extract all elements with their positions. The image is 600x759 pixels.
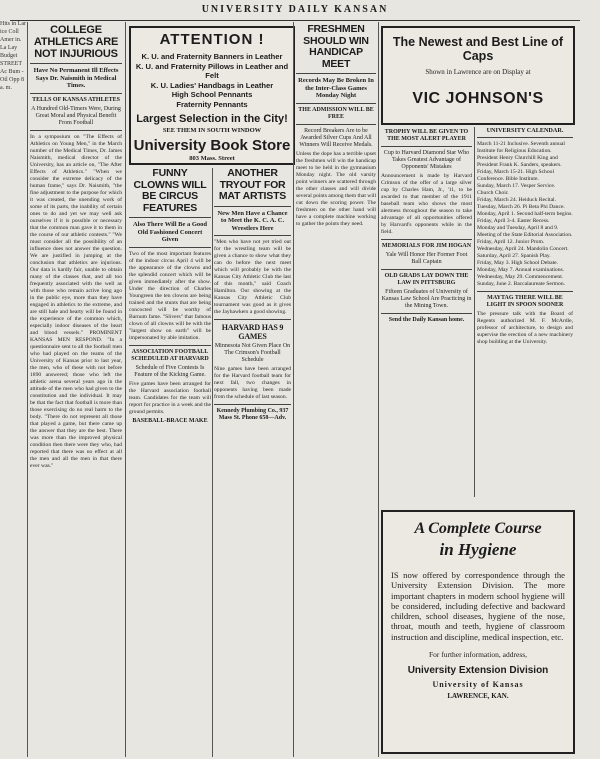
calendar-item: Friday, April 12. Junior Prom.: [477, 239, 545, 245]
freshmen-headline: FRESHMEN SHOULD WIN HANDICAP MEET: [303, 24, 369, 70]
freshmen-subhead-2: Record Breakers Are to be Awarded Silver Cups And All Winners Will Receive Medals.: [299, 127, 373, 148]
calendar-title: UNIVERSITY CALENDAR.: [486, 127, 564, 134]
divider: [214, 404, 291, 405]
freshmen-admission: THE ADMISSION WILL BE FREE: [298, 106, 374, 120]
athletics-headline: COLLEGE ATHLETICS ARE NOT INJURIOUS: [33, 24, 119, 60]
memorials-headline: MEMORIALS FOR JIM HOGAN: [381, 243, 472, 249]
column-rule: [378, 22, 379, 757]
column-tryout: [214, 168, 291, 757]
clowns-body: Two of the most important features of the indoor circus April 4 will be the appearance of the clowns and the splendid concert which will be given immediately after the show. Under the direction of Charles Youngreen the ten clowns are being trained and the stunts that are being concocted will be worthy of Barnum fame. "Slivers" that famous clown of all clowns will be with the "largest show on earth" will be impersonated by able imitation.: [129, 250, 211, 341]
divider: [381, 239, 472, 240]
kennedy-ad: Kennedy Plumbing Co., 937 Mass St. Phone 658—Adv.: [216, 408, 289, 421]
divider: [214, 235, 291, 236]
association-body: Five games have been arranged for the Harvard association football team. Candidates for the team will report for practice in a week and the ground permits.: [129, 380, 211, 415]
tryout-subhead: New Men Have a Chance to Meet the K. C. A. C. Wrestlers Here: [217, 209, 288, 232]
masthead-rule: [10, 20, 580, 21]
caps-ad: [381, 26, 575, 125]
attention-line: High School Pennants: [171, 90, 253, 99]
column-athletics: [30, 24, 122, 757]
column-rule: [212, 168, 213, 757]
column-rule: [474, 127, 475, 497]
divider: [296, 103, 376, 104]
divider: [381, 146, 472, 147]
athletics-body: In a symposium on "The Effects of Athletics on Young Men," in the March number of the Medical Times, Dr. James Naismith, medical director of the University, has an article on, "The After Effects of Athletics." "When we consider the extreme delicacy of the human frame," says Dr. Naismith, "the fine adjustment to the purpose for which it was created, the unending work of some of its parts, the inability of certain ones to do and yet we may well ask ourselves if it is possible or necessary that the common man gave it to them in the course of our athletic contests." "We must consider all the possibility of an influence does not answer the question. We are justified in jumping at the conclusion that athletics are injurious. Our data is hardly fair, unable to obtain many of the classes that, and all too frequently associated with the well as with those who remain active long ago in the public eye, more than they have engaged in athletics to the extreme, and are still hale and hearty will be found in the experience of the common which, especially indoor diseases of the heart and blood vessels." PROMINENT KANSAS MEN RESPOND. "In a questionnaire sent to all the football men who had played on the teams of the University of Kansas prior to last year, the men, who of these with not before 1890 answered; those who left the athletic arena several years ago in the attitude of the men who had given to the constitution and the individual. It may be that the fact that football is more than those exercising do no real harm to the body. "There do not represent all those that played a game, but there came up the answer that they are the best. There was more than the improved physical condition then there were they who, had reported that there was no effect at all the men and all the men in that there ever was.": [30, 133, 122, 469]
divider: [214, 206, 291, 207]
trophy-body: Announcement is made by Harvard Crimson of the offer of a large silver cup by Charles Ham, Jr., '11, to be awarded to that member of the 1911 baseball team who shows the most alertness throughout the season to take advantage of all opportunities offered by Harvard's opponents while in the field.: [381, 173, 472, 235]
attention-store: University Book Store: [133, 137, 291, 154]
tryout-body: "Men who have not yet tried out for the wrestling team will be given a chance to show what they can do before the next meet which will probably be with the Kansas City Athletic Club the last of this month," said Coach Hamilton. Our showing at the Kansas City Athletic Club tournament was good as it gives the Jayhawkers a good showing.: [214, 239, 291, 315]
baseball-headline: BASEBALL-BRACE MAKE: [132, 417, 208, 424]
calendar-item: Friday, May 3. High School Debate.: [477, 260, 559, 266]
edge-text: Hits in Lar ice Coll Amer in. La Lay Budget STREET Ac Bum -Otl Opp 8 a. m.: [0, 21, 26, 91]
calendar-item: Monday, April 1. Second half-term begins.: [477, 211, 573, 217]
athletics-subhead: Have No Permanent Ill Effects Says Dr. Naismith in Medical Times.: [33, 67, 119, 89]
divider: [30, 63, 122, 64]
divider: [381, 313, 472, 314]
divider: [477, 291, 573, 292]
column-rule: [125, 22, 126, 757]
attention-address: 803 Mass. Street: [189, 155, 235, 162]
calendar-item: Saturday, April 27. Spanish Play.: [477, 253, 551, 259]
calendar-item: Tuesday, March 26. Pi Beta Phi Dance.: [477, 204, 565, 210]
calendar-item: March 11-21 Inclusive. Seventh annual Institute for Religious Education. President Henry Churchill King and President Frank K. Sanders, speakers.: [477, 141, 565, 168]
column-clowns: [129, 168, 211, 757]
attention-ad: [129, 26, 295, 165]
course-line-2: in Hygiene: [439, 540, 517, 559]
kansan-home-ad: Send the Daily Kansan home.: [388, 317, 465, 323]
attention-tagline: Largest Selection in the City!: [136, 113, 288, 125]
calendar-item: Monday and Tuesday, April 8 and 9. Meeting of the State Editorial Association.: [477, 225, 573, 238]
column-rule: [293, 22, 294, 757]
divider: [129, 345, 211, 346]
calendar-item: Wednesday, April 24. Mandolin Concert.: [477, 246, 569, 252]
adjacent-page-edge: [0, 20, 26, 759]
caps-shown: Shown in Lawrence are on Display at: [425, 68, 531, 76]
course-university: University of Kansas: [432, 680, 524, 690]
divider: [30, 93, 122, 94]
column-freshmen: [296, 24, 376, 757]
harvard-body: Nine games have been arranged for the Harvard football team for next fall, two changes in opponents having been made from the schedule of last season.: [214, 366, 291, 400]
calendar-item: Friday, March 24. Heiduck Recital.: [477, 197, 557, 203]
harvard-headline: HARVARD HAS 9 GAMES: [221, 323, 284, 341]
clowns-subhead: Also There Will Be a Good Old Fashioned Concert Given: [132, 221, 208, 243]
attention-title: ATTENTION !: [159, 31, 265, 48]
grads-subhead: Fifteen Graduates of University of Kansas Law School Are Practicing in the Mining Town.: [381, 289, 472, 309]
divider: [214, 319, 291, 320]
attention-line: K. U. Ladies' Handbags in Leather: [150, 80, 274, 90]
tryout-headline: ANOTHER TRYOUT FOR MAT ARTISTS: [218, 168, 287, 202]
caps-store: VIC JOHNSON'S: [412, 90, 544, 107]
calendar-item: Friday, April 3-4. Easter Recess.: [477, 218, 550, 224]
course-division: University Extension Division: [407, 665, 549, 677]
divider: [30, 130, 122, 131]
freshmen-subhead: Records May Be Broken In the Inter-Class Games Monday Night: [298, 77, 374, 99]
maytag-body: The pressure talk with the Board of Regents authorized M. F. McArdle, professor of architecture, to design and supervise the erection of a new machinery shop building at the University.: [477, 311, 573, 345]
clowns-headline: FUNNY CLOWNS WILL BE CIRCUS FEATURES: [133, 168, 207, 214]
divider: [129, 217, 211, 218]
column-trophy: [381, 127, 472, 497]
freshmen-body: Unless the dope has a terrible upset the freshmen will win the handicap meet to be held in the gymnasium Monday night. The old varsity point winners are scattered through the other classes and will divide several points among them that will cut down the scoring power. The freshmen on the other hand will have a complete machine working to gather the points they need.: [296, 150, 376, 227]
course-location: LAWRENCE, KAN.: [447, 692, 509, 701]
maytag-headline: MAYTAG THERE WILL BE LIGHT IN SPOON SOONER: [486, 295, 564, 308]
trophy-subhead: Cup to Harvard Diamond Star Who Takes Greatest Advantage of Opponents' Mistakes: [383, 150, 470, 170]
calendar-item: Sunday, March 17. Vesper Service. Church Choir.: [477, 183, 556, 196]
attention-see: SEE THEM IN SOUTH WINDOW: [162, 127, 262, 134]
attention-line: Fraternity Pennants: [176, 99, 248, 109]
divider: [129, 247, 211, 248]
course-line-1: A Complete Course: [414, 520, 542, 537]
caps-title: The Newest and Best Line of Caps: [392, 35, 564, 63]
calendar-item: Friday, March 15-21. High School Conference. Bible Institute.: [477, 169, 555, 182]
course-info: For further information, address,: [428, 650, 528, 660]
memorials-subhead: Yale Will Honor Her Former Foot Ball Captain: [385, 252, 468, 265]
calendar-item: Wednesday, May 29. Commencement.: [477, 274, 564, 280]
column-rule: [27, 22, 28, 757]
grads-headline: OLD GRADS LAY DOWN THE LAW IN PITTSBURG: [384, 273, 469, 286]
divider: [477, 137, 573, 138]
trophy-headline: TROPHY WILL BE GIVEN TO THE MOST ALERT PLAYER: [384, 129, 469, 142]
masthead: [10, 4, 580, 20]
attention-line: K. U. and Fraternity Pillows in Leather and Felt: [135, 61, 289, 80]
divider: [296, 73, 376, 74]
harvard-subhead: Minnesota Not Given Place On The Crimson's Football Schedule: [214, 343, 291, 363]
attention-line: K. U. and Fraternity Banners in Leather: [141, 52, 283, 61]
course-body: IS now offered by correspondence through the University Extension Division. The more important chapters in modern school hygiene will be considered, including defective and backward children, school diseases, hygiene of the nose, throat, mouth and teeth, hygiene of classroom instruction and discipline, medical inspection, etc.: [391, 570, 565, 642]
masthead-title: UNIVERSITY DAILY KANSAN: [201, 4, 389, 15]
athletics-subhead-3: A Hundred Old-Timers Were, During Great Moral and Physical Benefit From Football: [31, 105, 121, 126]
divider: [296, 124, 376, 125]
calendar-item: Monday, May 7. Annual examinations.: [477, 267, 565, 273]
calendar-item: Sunday, June 2. Baccalaureate Sermon.: [477, 281, 566, 287]
athletics-subhead-2: TELLS OF KANSAS ATHLETES: [32, 96, 120, 103]
association-headline: ASSOCIATION FOOTBALL SCHEDULED AT HARVARD: [131, 348, 209, 362]
column-calendar: [477, 127, 573, 497]
association-subhead: Schedule of Five Contests Is Feature of the Kicking Game.: [134, 364, 206, 378]
hygiene-course-ad: [381, 510, 575, 754]
divider: [381, 269, 472, 270]
attention-lines: [131, 52, 293, 109]
